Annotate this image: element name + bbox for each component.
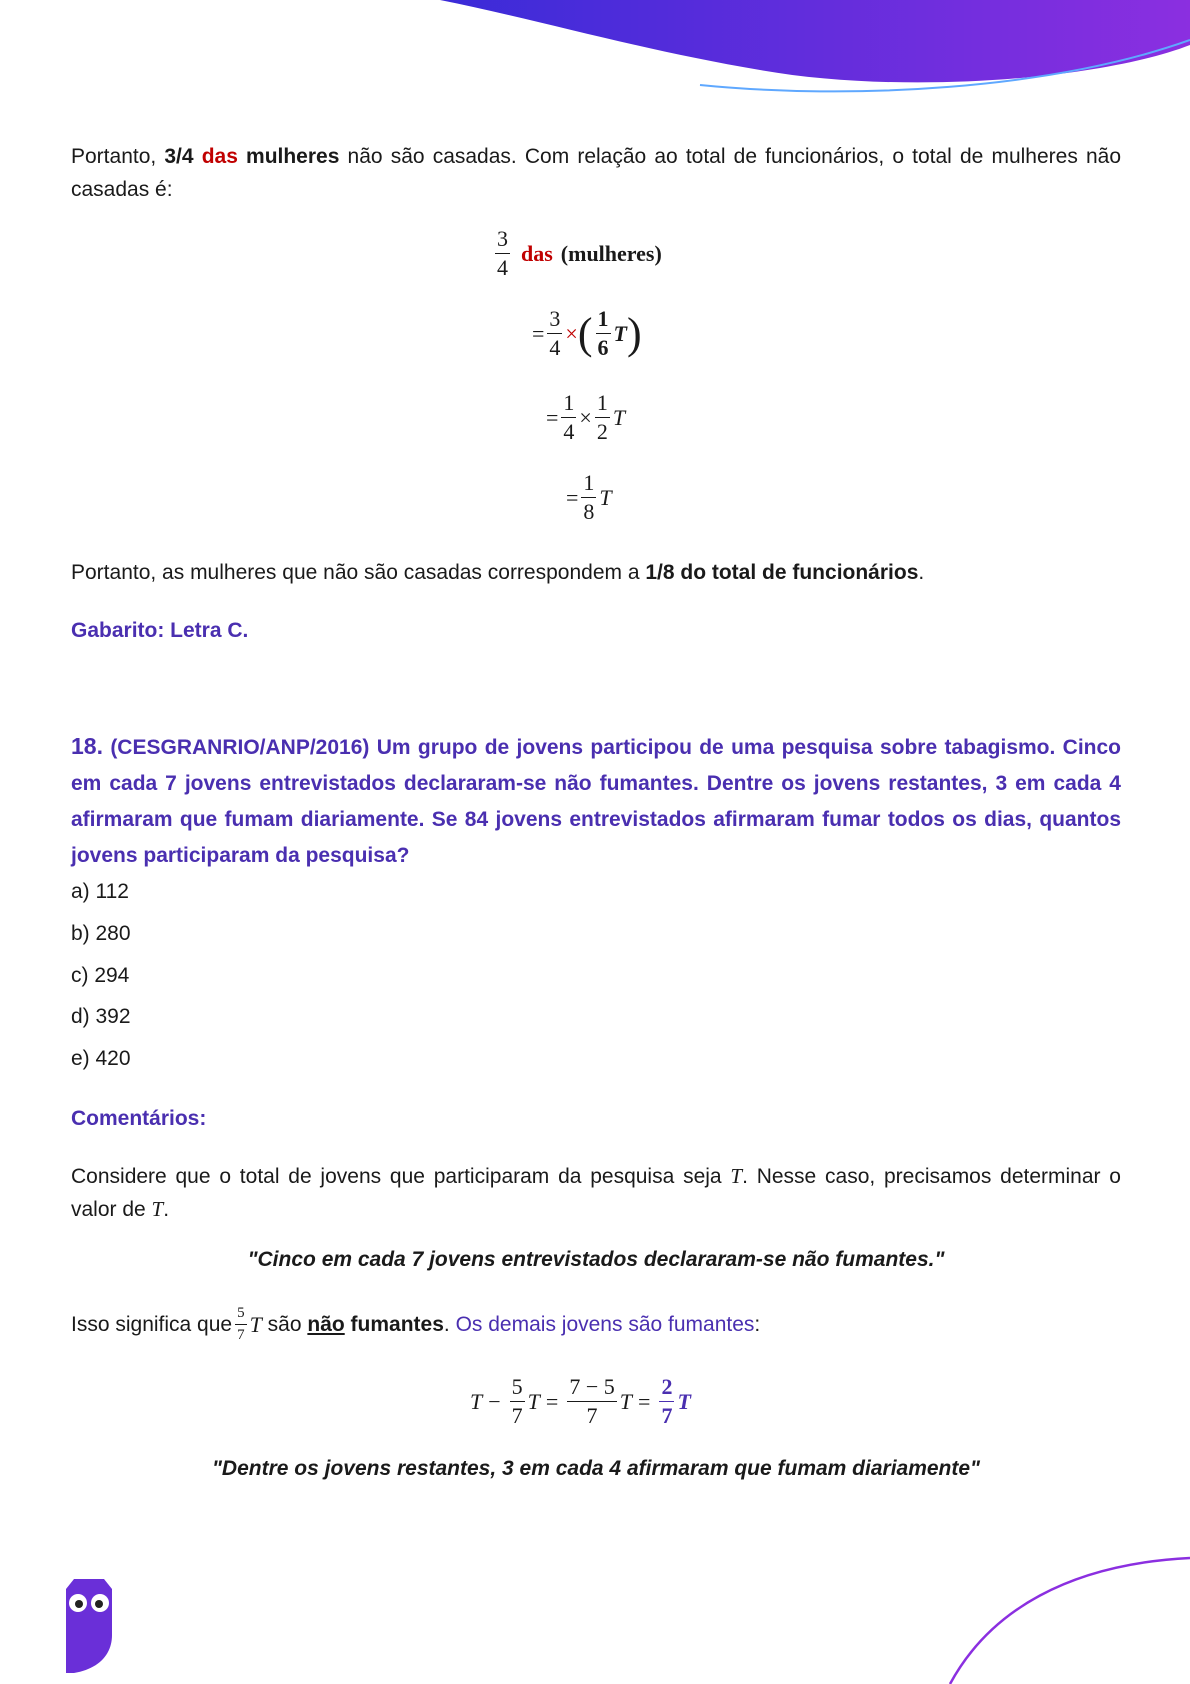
answer-label: Gabarito: Letra C.	[71, 619, 249, 642]
times-sign: ×	[565, 320, 578, 346]
intro-fraction: 3/4	[164, 145, 194, 168]
intro-mulheres: mulheres	[237, 145, 340, 168]
math-mulheres: (mulheres)	[560, 240, 662, 266]
math-das: das	[521, 240, 553, 266]
consider-paragraph: Considere que o total de jovens que participaram da pesquisa seja T. Nesse caso, precisamos determinar o valor de T.	[71, 1164, 1121, 1221]
quote-1: "Cinco em cada 7 jovens entrevistados declararam-se não fumantes."	[247, 1248, 945, 1271]
intro-text: Portanto,	[71, 145, 165, 168]
quote-2: "Dentre os jovens restantes, 3 em cada 4 afirmaram que fumam diariamente"	[211, 1457, 981, 1480]
math-line-2: = $\frac{3}{4}$ × ( $\frac{1}{6}$ T )	[532, 306, 642, 360]
option-d: d) 392	[71, 1005, 131, 1028]
footer-decoration	[900, 1550, 1190, 1684]
fraction: $\frac{3}{4}$	[497, 226, 508, 280]
option-c: c) 294	[71, 964, 130, 987]
intro-paragraph	[71, 140, 1121, 206]
comments-label: Comentários:	[71, 1107, 207, 1130]
header-decoration	[0, 0, 1190, 110]
question-source: (CESGRANRIO/ANP/2016)	[102, 736, 370, 759]
intro-das: das	[193, 145, 238, 168]
math-line-1	[492, 228, 662, 279]
question-text: Um grupo de jovens participou de uma pesquisa sobre tabagismo. Cinco em cada 7 jovens entrevistados declararam-se não fumantes. Dentre os jovens restantes, 3 em cada 4 afirmaram que fumam diariamente. Se 84 jovens entrevistados afirmaram fumar todos os dias, quantos jovens participaram da pesquisa?	[71, 736, 1121, 867]
math-line-4: = $\frac{1}{8}$ T	[566, 470, 612, 524]
question-number: 18.	[71, 733, 103, 759]
math-fumantes: T − $\frac{5}{7}$ T = $\frac{7 - 5}{7}$ T = $\frac{2}{7}$ T	[470, 1374, 691, 1428]
question-block	[71, 728, 1121, 874]
option-b: b) 280	[71, 922, 131, 945]
meaning-paragraph: Isso significa que $\frac{5}{7}$ T são não fumantes . Os demais jovens são fumantes :	[71, 1305, 761, 1343]
option-e: e) 420	[71, 1047, 131, 1070]
owl-logo	[60, 1575, 118, 1675]
math-line-3: = $\frac{1}{4}$ × $\frac{1}{2}$ T	[546, 390, 626, 444]
option-a: a) 112	[71, 880, 129, 903]
intro-text-end: não são casadas. Com relação ao total de funcionários, o total de mulheres não casadas é:	[71, 145, 1121, 201]
conclusion-paragraph: Portanto, as mulheres que não são casadas correspondem a 1/8 do total de funcionários.	[71, 561, 925, 584]
